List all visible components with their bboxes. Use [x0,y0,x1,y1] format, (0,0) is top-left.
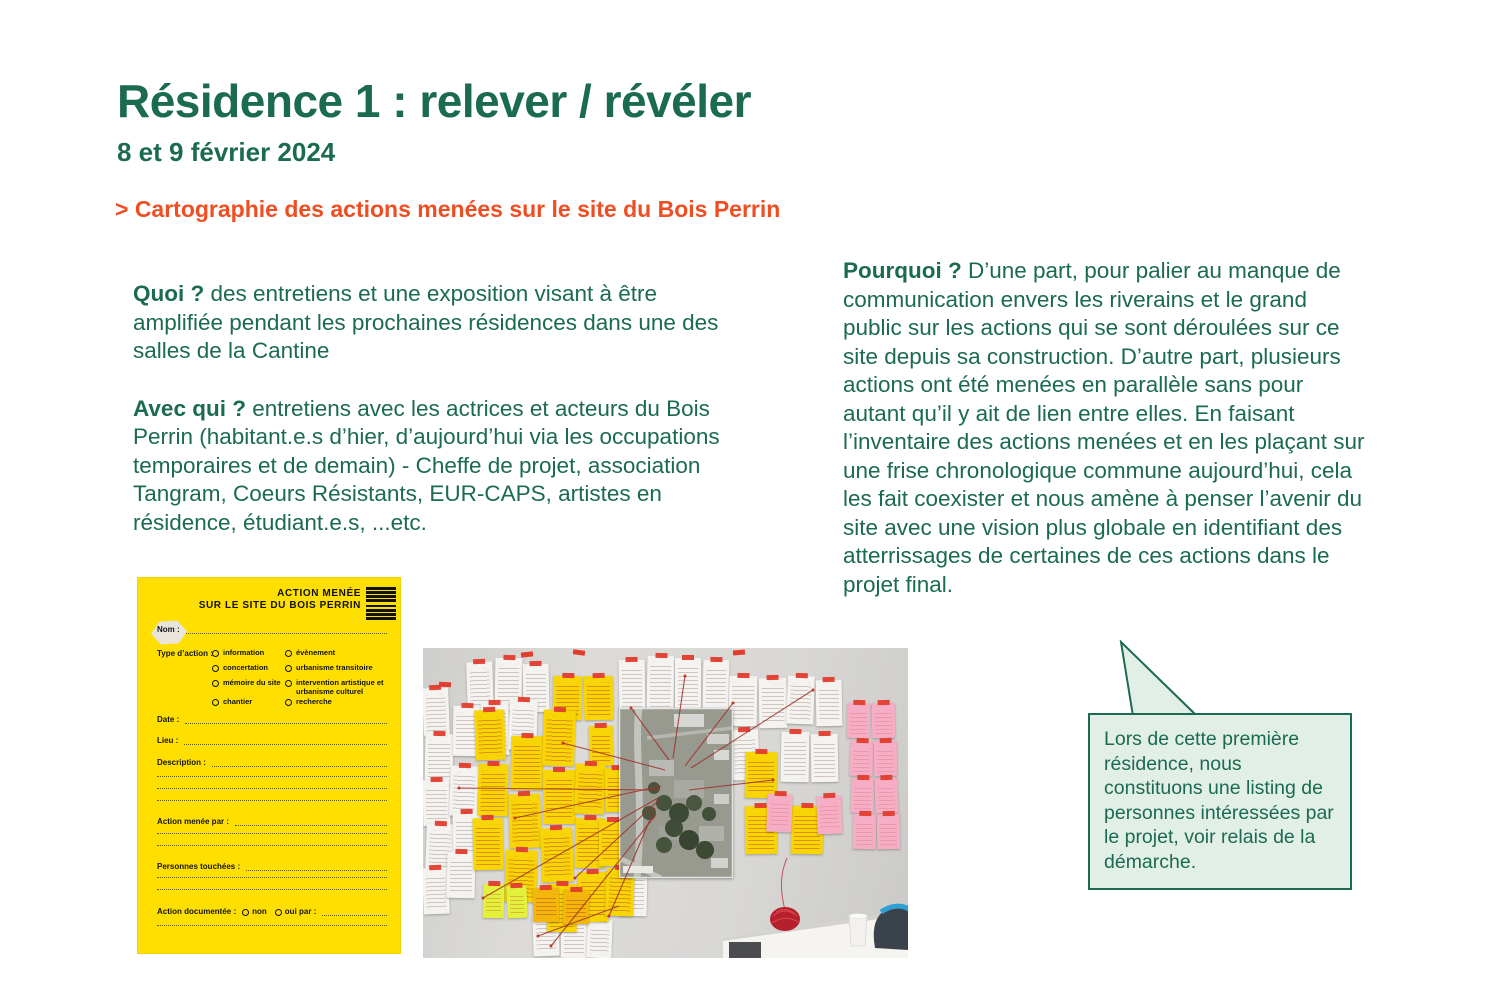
option-label-oui: oui par : [284,907,317,916]
form-row-action-par [157,817,387,826]
left-text-column [133,280,751,537]
radio-icon [242,909,249,916]
radio-option [285,698,397,707]
radio-icon [212,650,219,657]
radio-option [285,664,397,673]
field-label-date: Date : [157,715,180,724]
option-label: mémoire du site [223,678,281,687]
radio-icon [275,909,282,916]
radio-option [285,679,397,696]
page-title: Résidence 1 : relever / révéler [117,75,752,127]
bag [874,905,908,950]
radio-icon [285,680,292,687]
option-label: recherche [296,697,332,706]
paragraph-pourquoi [843,257,1365,599]
action-form-figure [137,577,401,954]
callout-text: Lors de cette première résidence, nous constituons une listing de personnes intéressées par le projet, voir relais de la démarche. [1104,728,1334,873]
radio-icon [285,665,292,672]
section-heading: > Cartographie des actions menées sur le site du Bois Perrin [115,196,781,222]
paragraph-text: entretiens avec les actrices et acteurs du Bois Perrin (habitant.e.s d’hier, d’aujourd’hui via les occupations temporaires et de demain) - Cheffe de projet, association Tangram, Coeurs Résistants, EUR-CAPS, artistes en résidence, étudiant.e.s, ...etc. [133,395,720,535]
form-header [199,588,361,612]
paragraph-text: des entretiens et une exposition visant à être amplifiée pendant les prochaines résidences dans une des salles de la Cantine [133,281,719,363]
field-label-nom: Nom : [157,625,180,634]
paragraph-text: D’une part, pour palier au manque de communication envers les riverains et le grand public sur les actions qui se sont déroulées sur ce site depuis sa construction. D’autre part, plusieurs actions ont été menées en parallèle sans pour autant qu’il y ait de lien entre elles. En faisant l’inventaire des actions menées et en les plaçant sur une frise chronologique commune aujourd’hui, cela les fait coexister et nous amène à penser l’avenir du site avec une vision plus globale en identifiant des atterrissages de certaines de ces actions dans le projet final. [843,258,1365,597]
stripes-logo-icon [366,587,396,620]
paragraph-quoi [133,280,751,366]
paragraph-lead: Pourquoi ? [843,258,962,283]
option-label: information [223,648,265,657]
radio-icon [285,699,292,706]
radio-option [212,679,282,688]
form-header-line2: SUR LE SITE DU BOIS PERRIN [198,600,361,611]
option-label: intervention artistique et urbanisme culturel [296,678,384,696]
form-row-documentee [157,907,387,916]
paragraph-lead: Avec qui ? [133,395,246,421]
option-label-non: non [252,907,267,916]
radio-option [212,649,282,658]
red-yarn-strings [458,675,815,948]
option-label: évènement [296,648,336,657]
form-row-date [157,715,387,724]
workshop-photo-figure [423,648,908,958]
radio-icon [212,699,219,706]
paper-cup [849,914,867,947]
form-row-lieu [157,736,387,745]
form-row-description [157,758,387,767]
date-subtitle: 8 et 9 février 2024 [117,137,336,167]
callout-tail [1105,640,1205,718]
form-row-personnes [157,862,387,871]
paragraph-avec-qui [133,395,751,538]
radio-icon [212,665,219,672]
photo-overlay [423,648,908,958]
field-label-type: Type d’action : [157,649,213,658]
paragraph-lead: Quoi ? [133,281,205,306]
form-header-line1: ACTION MENÉE [277,588,361,599]
radio-icon [285,650,292,657]
field-label-description: Description : [157,758,206,767]
option-label: urbanisme transitoire [296,663,373,672]
radio-option [212,698,282,707]
radio-icon [212,680,219,687]
field-label-action-par: Action menée par : [157,817,230,826]
radio-option [285,649,397,658]
field-label-lieu: Lieu : [157,736,179,745]
field-label-documentee: Action documentée : [157,907,237,916]
option-label: concertation [223,663,269,672]
callout-bubble [1088,713,1352,890]
field-label-personnes: Personnes touchées : [157,862,241,871]
yarn-ball [770,858,800,931]
radio-option [212,664,282,673]
option-label: chantier [223,697,253,706]
form-row-nom [157,625,387,634]
right-text-column [843,257,1365,599]
